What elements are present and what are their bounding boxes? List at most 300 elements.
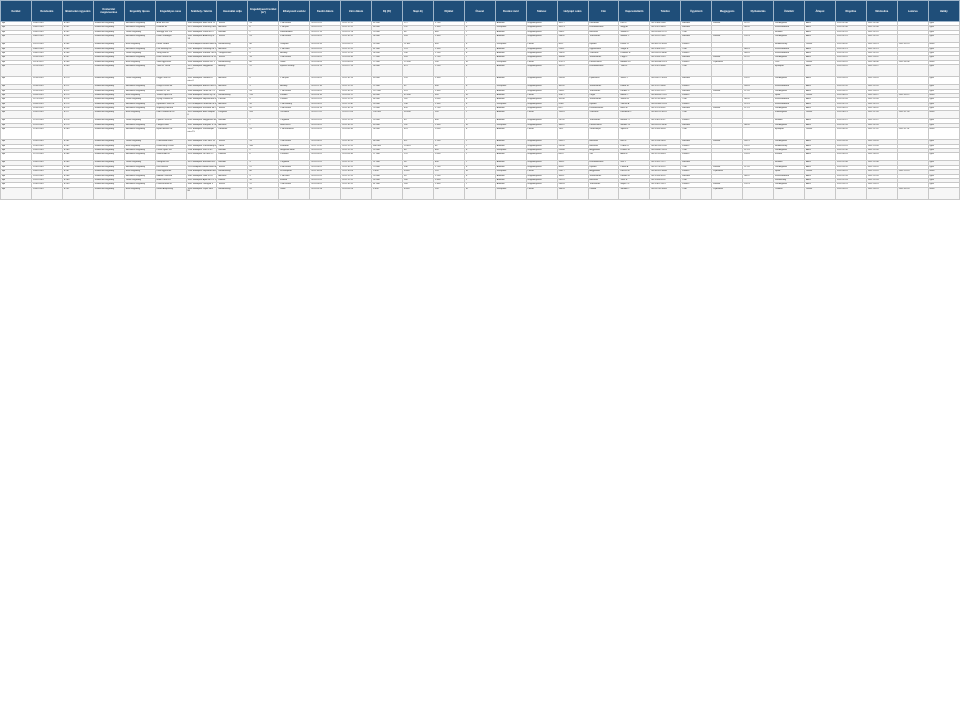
table-cell[interactable]: Vincze Á. [619, 102, 650, 106]
table-cell[interactable]: Kocsis M. [619, 170, 650, 174]
table-cell[interactable]: Szálláshely [774, 178, 805, 182]
table-cell[interactable]: 42.000 [402, 93, 433, 97]
table-cell[interactable]: Átutalás [495, 183, 526, 187]
table-cell[interactable]: Engedélyezett [526, 153, 557, 161]
table-cell[interactable]: Átutalás [495, 119, 526, 123]
table-cell[interactable]: Közterület engedély [93, 187, 124, 199]
table-cell[interactable]: Bíró F. [619, 140, 650, 144]
table-cell[interactable]: 6 [248, 153, 279, 161]
table-cell[interactable]: 1085 Budapest Baross utca 11 [187, 85, 217, 88]
table-cell[interactable] [897, 65, 928, 77]
table-cell[interactable]: 2011.02.08 [866, 22, 897, 26]
table-cell[interactable]: 2011.12.31 [341, 85, 372, 89]
table-cell[interactable]: 35200 [557, 98, 588, 102]
table-cell[interactable]: Terézváros [588, 35, 619, 43]
table-cell[interactable]: Készpénz [495, 123, 526, 127]
table-row[interactable] [1, 65, 960, 77]
table-cell[interactable]: 6 000 [372, 187, 403, 199]
table-cell[interactable]: Igen [928, 30, 959, 34]
table-cell[interactable]: Engedélyezett [526, 56, 557, 60]
table-cell[interactable]: 2011.10.31 [341, 165, 372, 169]
table-cell[interactable]: Közterület engedély [93, 43, 124, 47]
table-cell[interactable]: 2.000 [433, 98, 464, 102]
table-cell[interactable]: Aktív [804, 119, 835, 123]
table-cell[interactable]: Tóth [681, 30, 712, 34]
table-cell[interactable]: Időszakos engedély [124, 65, 155, 77]
table-cell[interactable]: Bpl [1, 174, 32, 178]
table-cell[interactable]: 523 [402, 89, 433, 93]
table-cell[interactable]: Árusítás [217, 102, 248, 106]
table-cell[interactable]: 06-1/266-0101 [650, 178, 681, 182]
table-cell[interactable]: 2011.01.03 [835, 178, 866, 182]
table-cell[interactable] [743, 128, 774, 140]
table-cell[interactable]: 24 [248, 35, 279, 43]
table-cell[interactable]: Kelemen D. [619, 111, 650, 119]
table-cell[interactable]: Eseti engedély [124, 187, 155, 199]
column-header[interactable]: Fizetési mód [495, 1, 526, 22]
table-cell[interactable]: 06-20/677-4343 [650, 77, 681, 85]
table-cell[interactable]: 260 [402, 178, 433, 182]
table-cell[interactable]: 8.273 [62, 93, 93, 97]
table-cell[interactable]: Technika [279, 111, 310, 119]
table-cell[interactable]: Rendezvény [217, 187, 248, 199]
column-header[interactable]: Üzletkör [774, 1, 805, 22]
table-cell[interactable]: 8.286 [62, 165, 93, 169]
table-cell[interactable]: 2011.01.05 [866, 98, 897, 102]
table-cell[interactable]: 06-1/317-5656 [650, 85, 681, 89]
table-cell[interactable]: 2011.09.12 [897, 93, 928, 97]
table-cell[interactable]: 9 [248, 98, 279, 102]
table-cell[interactable]: 1117 Budapest Fehérvári út 40 [187, 102, 217, 105]
table-cell[interactable]: Szalai N. [619, 98, 650, 102]
table-cell[interactable]: I. [464, 161, 495, 165]
table-cell[interactable]: Karácsonyi Vásár [155, 144, 186, 148]
table-cell[interactable]: 1 db hűtő [279, 47, 310, 51]
table-cell[interactable]: Reklám [774, 161, 805, 165]
table-cell[interactable]: 2011.03.28 [835, 140, 866, 144]
table-cell[interactable]: Közterület engedély [93, 85, 124, 89]
table-cell[interactable]: Készpénz [495, 102, 526, 106]
table-cell[interactable]: 1051 Budapest Vörösmarty tér [187, 144, 217, 147]
table-cell[interactable]: II. [464, 128, 495, 140]
table-cell[interactable]: Erzsébetváros [588, 65, 619, 77]
table-cell[interactable] [897, 153, 928, 161]
table-cell[interactable]: 2011.12.31 [341, 51, 372, 55]
table-cell[interactable]: 8.265 [62, 47, 93, 51]
table-cell[interactable]: Terasz [217, 107, 248, 111]
table-cell[interactable]: Tartós engedély [124, 119, 155, 123]
table-cell[interactable]: Kovács [681, 102, 712, 106]
table-cell[interactable]: 181 [402, 98, 433, 102]
table-cell[interactable]: III. [464, 170, 495, 174]
table-cell[interactable]: 117/0-2007 [31, 98, 62, 102]
table-cell[interactable]: Időszakos engedély [124, 35, 155, 43]
table-cell[interactable]: 1036 Budapest Lajos utca 80 [186, 187, 217, 199]
table-cell[interactable]: 1138 Budapest Népfürdő utca 22 [187, 170, 217, 173]
table-cell[interactable]: 24 000 [372, 30, 403, 34]
table-cell[interactable]: 2011.04.01 [310, 77, 341, 85]
table-cell[interactable]: Időszakos engedély [124, 102, 155, 106]
table-cell[interactable] [743, 187, 774, 199]
table-cell[interactable]: Fizetve [712, 183, 743, 187]
table-cell[interactable]: Bakos T. [619, 93, 650, 97]
table-cell[interactable]: 22 000 [372, 85, 403, 89]
table-cell[interactable]: Átutalás [495, 161, 526, 165]
table-cell[interactable]: Reklám [217, 119, 248, 123]
table-cell[interactable]: Átutalás [495, 111, 526, 119]
table-cell[interactable]: 8.270 [62, 77, 93, 85]
table-cell[interactable]: Újbuda [588, 43, 619, 47]
table-cell[interactable]: Vendéglátás [774, 22, 805, 26]
table-cell[interactable]: 2011.06.05 [341, 60, 372, 64]
table-cell[interactable]: 8.291 [62, 187, 93, 199]
table-cell[interactable]: Sport [774, 170, 805, 174]
table-cell[interactable]: 8.281 [62, 140, 93, 144]
table-cell[interactable]: Aktív [804, 22, 835, 26]
table-cell[interactable]: 2011.12.31 [341, 161, 372, 165]
table-cell[interactable]: Belváros [588, 140, 619, 144]
table-cell[interactable]: Közterület engedély [93, 56, 124, 60]
table-cell[interactable]: 131/0-2007 [31, 174, 62, 178]
table-cell[interactable]: 2011.03.18 [866, 77, 897, 85]
table-cell[interactable]: Kereskedelem [774, 47, 805, 51]
table-cell[interactable]: Időszakos engedély [124, 56, 155, 60]
table-cell[interactable]: 950 [433, 43, 464, 47]
table-cell[interactable]: Terézváros [588, 89, 619, 93]
table-cell[interactable]: 2011.11.20 [310, 144, 341, 148]
table-cell[interactable]: 8.284 [62, 153, 93, 161]
table-cell[interactable]: Igen [928, 153, 959, 161]
table-cell[interactable]: Kovács [681, 183, 712, 187]
table-cell[interactable]: 06-1/212-6363 [650, 153, 681, 161]
table-cell[interactable]: 31877 [557, 93, 588, 97]
table-cell[interactable]: 2011.06.05 [310, 60, 341, 64]
table-cell[interactable]: Horváth [681, 107, 712, 111]
table-cell[interactable]: Tartós engedély [124, 161, 155, 165]
table-cell[interactable]: 8.260 [62, 22, 93, 26]
table-cell[interactable]: Kereskedelem [774, 51, 805, 55]
table-cell[interactable]: 2011.02.25 [835, 102, 866, 106]
table-cell[interactable]: Film Produkció Kft [155, 111, 186, 119]
table-cell[interactable] [897, 77, 928, 85]
table-cell[interactable]: Pavilon [279, 98, 310, 102]
table-cell[interactable]: 1 db pult [279, 77, 310, 85]
table-cell[interactable]: 123/0-2007 [31, 128, 62, 140]
table-cell[interactable]: 2011.05.01 [310, 128, 341, 140]
table-cell[interactable]: 2011.01.20 [866, 85, 897, 89]
table-cell[interactable]: Belváros [588, 30, 619, 34]
table-cell[interactable]: Bpl [1, 170, 32, 174]
table-cell[interactable]: Reklám [217, 30, 248, 34]
table-cell[interactable]: Igen [928, 107, 959, 111]
table-cell[interactable]: Bpl [1, 102, 32, 106]
table-cell[interactable]: 2011.02.01 [310, 47, 341, 51]
table-cell[interactable]: 2011.07.02 [310, 111, 341, 119]
table-cell[interactable]: 2011.04.18 [835, 153, 866, 161]
table-cell[interactable]: 1.700 [433, 107, 464, 111]
table-cell[interactable]: 14 [248, 140, 279, 144]
table-cell[interactable]: Tartós engedély [124, 140, 155, 144]
table-cell[interactable]: Közterület engedély [93, 149, 124, 153]
table-cell[interactable]: 2011.09.11 [341, 93, 372, 97]
table-cell[interactable]: Gál J. [619, 161, 650, 165]
table-cell[interactable]: 2011.01.08 [866, 161, 897, 165]
table-cell[interactable]: II. [464, 174, 495, 178]
table-cell[interactable]: Közterület engedély [93, 60, 124, 64]
table-cell[interactable]: Készpénz [495, 26, 526, 30]
table-cell[interactable]: Kert Bisztró [155, 165, 186, 169]
table-row[interactable] [1, 77, 960, 85]
table-cell[interactable]: 1.300 [433, 26, 464, 30]
table-cell[interactable]: 2011.03.15 [310, 65, 341, 77]
column-header[interactable]: Ügyintéző [681, 1, 712, 22]
table-cell[interactable]: Reklám [774, 119, 805, 123]
table-cell[interactable]: Közterület engedély [93, 119, 124, 123]
table-cell[interactable]: 1 db hűtő [279, 174, 310, 178]
table-cell[interactable]: 650 [433, 149, 464, 153]
table-cell[interactable]: Aktív [804, 165, 835, 169]
table-cell[interactable]: 2011.10.31 [341, 35, 372, 43]
table-cell[interactable]: 9.000 [402, 170, 433, 174]
table-cell[interactable]: Közterület engedély [93, 102, 124, 106]
table-cell[interactable]: Eseti engedély [124, 144, 155, 148]
table-cell[interactable]: Igen [928, 98, 959, 102]
table-cell[interactable]: 411 [402, 140, 433, 144]
table-cell[interactable]: 2011.01.01 [310, 119, 341, 123]
table-cell[interactable]: 8.271 [62, 85, 93, 89]
table-cell[interactable]: Átutalás [495, 22, 526, 26]
table-cell[interactable]: 1146 Budapest Dózsa Gy. út 1 [187, 93, 217, 96]
table-cell[interactable]: 18455 [557, 187, 588, 199]
table-cell[interactable]: 8.262 [62, 30, 93, 34]
table-cell[interactable]: Közterület engedély [93, 178, 124, 182]
column-header[interactable]: Díjtétel [433, 1, 464, 22]
column-header[interactable]: Engedélyes neve [155, 1, 186, 22]
table-cell[interactable]: Kiss P. [619, 22, 650, 26]
table-cell[interactable]: 1 db pult [279, 26, 310, 30]
table-cell[interactable]: 06-1/355-9595 [650, 128, 681, 140]
table-cell[interactable]: 2011.01.05 [835, 98, 866, 102]
table-cell[interactable]: Készpénz [495, 43, 526, 47]
table-cell[interactable]: Sátor [279, 60, 310, 64]
table-cell[interactable]: Építési állvány [279, 65, 310, 77]
table-cell[interactable]: 2.100 [433, 140, 464, 144]
table-cell[interactable]: Vendéglátás [774, 140, 805, 144]
table-cell[interactable]: II. [464, 98, 495, 102]
table-cell[interactable]: 74 000 [372, 165, 403, 169]
table-cell[interactable]: 07-22 [743, 56, 774, 60]
table-cell[interactable]: 2011.04.02 [835, 43, 866, 47]
table-cell[interactable]: Frissítőpont [279, 170, 310, 174]
table-cell[interactable]: 7 [248, 123, 279, 127]
table-cell[interactable]: 8.277 [62, 111, 93, 119]
table-cell[interactable]: Átutalás [495, 30, 526, 34]
table-cell[interactable]: Bpl [1, 65, 32, 77]
table-cell[interactable]: 40 [248, 43, 279, 47]
table-cell[interactable]: Terasz [217, 165, 248, 169]
table-cell[interactable]: Lezárt [804, 93, 835, 97]
table-cell[interactable]: 150 000 [372, 111, 403, 119]
table-cell[interactable]: Aktív [804, 123, 835, 127]
table-cell[interactable]: Igen [928, 149, 959, 153]
table-cell[interactable]: I. [464, 89, 495, 93]
table-cell[interactable]: 2011.09.10 [310, 93, 341, 97]
table-cell[interactable]: 123 [402, 47, 433, 51]
table-cell[interactable]: Vendéglátás [774, 89, 805, 93]
table-cell[interactable]: Horváth [681, 77, 712, 85]
table-cell[interactable]: Óbuda [588, 187, 619, 199]
table-cell[interactable]: Lezárt [526, 93, 557, 97]
table-cell[interactable]: 10 [248, 102, 279, 106]
table-cell[interactable]: 3 db asztal [279, 183, 310, 187]
table-cell[interactable]: 96 000 [372, 35, 403, 43]
table-cell[interactable]: 285 [402, 183, 433, 187]
table-cell[interactable]: Bpl [1, 56, 32, 60]
table-cell[interactable]: 4009 [557, 165, 588, 169]
table-cell[interactable]: 8.264 [62, 43, 93, 47]
table-cell[interactable]: 2011.01.12 [835, 119, 866, 123]
table-cell[interactable]: Engedélyezett [526, 149, 557, 153]
table-cell[interactable]: Lezárt [804, 60, 835, 64]
table-cell[interactable]: Átutalás [495, 98, 526, 102]
table-cell[interactable]: Vendéglátás [774, 183, 805, 187]
table-cell[interactable]: Horváth [681, 89, 712, 93]
table-cell[interactable]: Forgatás [217, 111, 248, 119]
table-cell[interactable]: Italbolt Centrum [155, 174, 186, 178]
table-cell[interactable]: Engedélyezett [526, 165, 557, 169]
table-cell[interactable]: 1122 Budapest Városmajor utca 15 [186, 128, 217, 140]
table-cell[interactable]: Virág Bolt Bt [155, 51, 186, 55]
table-cell[interactable]: Átutalás [495, 56, 526, 60]
table-cell[interactable]: Átutalás [495, 93, 526, 97]
table-cell[interactable]: 2011.03.18 [835, 77, 866, 85]
table-cell[interactable]: Igen [928, 56, 959, 60]
table-cell[interactable]: 125/0-2007 [31, 144, 62, 148]
table-cell[interactable]: Átutalás [495, 140, 526, 144]
table-cell[interactable]: Aktív [804, 35, 835, 43]
table-cell[interactable]: Gyümölcs Kert Kft [155, 102, 186, 106]
table-cell[interactable]: 12 [248, 183, 279, 187]
table-cell[interactable]: Közterület engedély [93, 65, 124, 77]
table-cell[interactable]: 1.100 [433, 51, 464, 55]
table-cell[interactable]: 623 [402, 128, 433, 140]
table-cell[interactable]: 121/0-2007 [31, 119, 62, 123]
table-cell[interactable] [712, 77, 743, 85]
table-cell[interactable]: 62 500 [372, 22, 403, 26]
table-cell[interactable]: 2 db asztal [279, 22, 310, 26]
table-cell[interactable]: 22 [248, 165, 279, 169]
column-header[interactable]: Díj (Ft) [372, 1, 403, 22]
table-cell[interactable]: Engedélyezett [526, 183, 557, 187]
table-cell[interactable]: 1073 Budapest Erzsébet krt. 44 [187, 161, 217, 164]
table-cell[interactable]: Fizetve [712, 35, 743, 43]
table-cell[interactable]: Közterület engedély [93, 51, 124, 55]
table-cell[interactable]: 06-1/318-2828 [650, 140, 681, 144]
table-cell[interactable]: Közterület engedély [93, 153, 124, 161]
table-cell[interactable]: 1 db konténer [279, 128, 310, 140]
table-cell[interactable]: 130/0-2007 [31, 170, 62, 174]
table-cell[interactable]: 1075 Budapest Kazinczy utca 5 [187, 26, 217, 29]
table-cell[interactable]: 2012.01.14 [341, 30, 372, 34]
table-cell[interactable]: I. [464, 107, 495, 111]
table-cell[interactable]: 1.300 [433, 77, 464, 85]
table-cell[interactable]: Pizza Gyors Kft [155, 149, 186, 153]
table-cell[interactable]: Bpl [1, 183, 32, 187]
table-cell[interactable]: 115/0-2007 [31, 89, 62, 93]
table-cell[interactable]: 2011.05.28 [310, 187, 341, 199]
table-cell[interactable] [743, 111, 774, 119]
table-cell[interactable]: 2011.04.01 [310, 89, 341, 93]
table-cell[interactable]: Állvány [279, 85, 310, 89]
table-cell[interactable]: Kelenföld [588, 22, 619, 26]
table-cell[interactable]: II. [464, 165, 495, 169]
table-cell[interactable]: 2011.06.30 [341, 128, 372, 140]
table-cell[interactable]: 1137 Budapest Pozsonyi út 18 [187, 47, 217, 50]
table-cell[interactable]: Engedélyezett [526, 89, 557, 93]
table-cell[interactable]: 8.274 [62, 98, 93, 102]
table-cell[interactable]: Reklám [217, 149, 248, 153]
table-cell[interactable]: 48 000 [372, 26, 403, 30]
table-cell[interactable]: 1052 Budapest Váci utca 19 [186, 140, 217, 144]
table-cell[interactable]: Bpl [1, 140, 32, 144]
table-cell[interactable]: Lezárt [804, 111, 835, 119]
table-cell[interactable]: Lezárt [526, 111, 557, 119]
table-cell[interactable]: Molnár J. [619, 35, 650, 43]
table-cell[interactable]: Tóth [681, 187, 712, 199]
table-cell[interactable]: 2011.04.01 [310, 140, 341, 144]
table-cell[interactable]: Józsefváros [588, 174, 619, 178]
table-cell[interactable]: Készpénz [495, 170, 526, 174]
table-cell[interactable]: Árusítás [217, 174, 248, 178]
table-cell[interactable]: Árusítás [217, 77, 248, 85]
table-cell[interactable]: Időszakos engedély [124, 22, 155, 26]
table-cell[interactable]: Engedélyezett [526, 102, 557, 106]
table-cell[interactable]: 2011.02.10 [835, 30, 866, 34]
table-row[interactable] [1, 128, 960, 140]
table-cell[interactable]: Lezárt [526, 43, 557, 47]
table-cell[interactable]: 08-22 [743, 174, 774, 178]
table-cell[interactable]: 2011.04.18 [866, 153, 897, 161]
table-cell[interactable]: Aktív [804, 153, 835, 161]
table-cell[interactable]: Tóth [681, 65, 712, 77]
table-cell[interactable]: 8.261 [62, 26, 93, 30]
table-cell[interactable]: Bpl [1, 22, 32, 26]
table-cell[interactable]: Aktív [804, 183, 835, 187]
table-cell[interactable]: 6.000 [402, 187, 433, 199]
table-cell[interactable]: 06-30/321-4848 [650, 170, 681, 174]
table-cell[interactable]: 49 000 [372, 123, 403, 127]
table-cell[interactable]: 1051 Budapest Október 6. utca 4 [186, 77, 217, 85]
table-cell[interactable]: 07-22 [743, 22, 774, 26]
table-cell[interactable]: Közterület engedély [93, 170, 124, 174]
table-cell[interactable]: Terasz [217, 56, 248, 60]
table-cell[interactable]: 2011.02.20 [866, 35, 897, 43]
table-cell[interactable]: Előtető [279, 178, 310, 182]
table-cell[interactable]: 2011.02.15 [835, 47, 866, 51]
table-cell[interactable]: Közterület engedély [93, 165, 124, 169]
table-cell[interactable]: 5 [248, 174, 279, 178]
table-cell[interactable]: II. [464, 149, 495, 153]
table-cell[interactable]: 2011.04.01 [310, 165, 341, 169]
table-cell[interactable]: 10-23 [743, 183, 774, 187]
table-cell[interactable]: 61 000 [372, 183, 403, 187]
table-cell[interactable]: 2011.12.31 [341, 178, 372, 182]
table-cell[interactable]: 2011.05.01 [835, 187, 866, 199]
table-cell[interactable]: 109/0-2007 [31, 51, 62, 55]
table-cell[interactable]: 95 000 [372, 178, 403, 182]
table-cell[interactable]: Nemes G. [619, 123, 650, 127]
table-cell[interactable]: I. [464, 178, 495, 182]
